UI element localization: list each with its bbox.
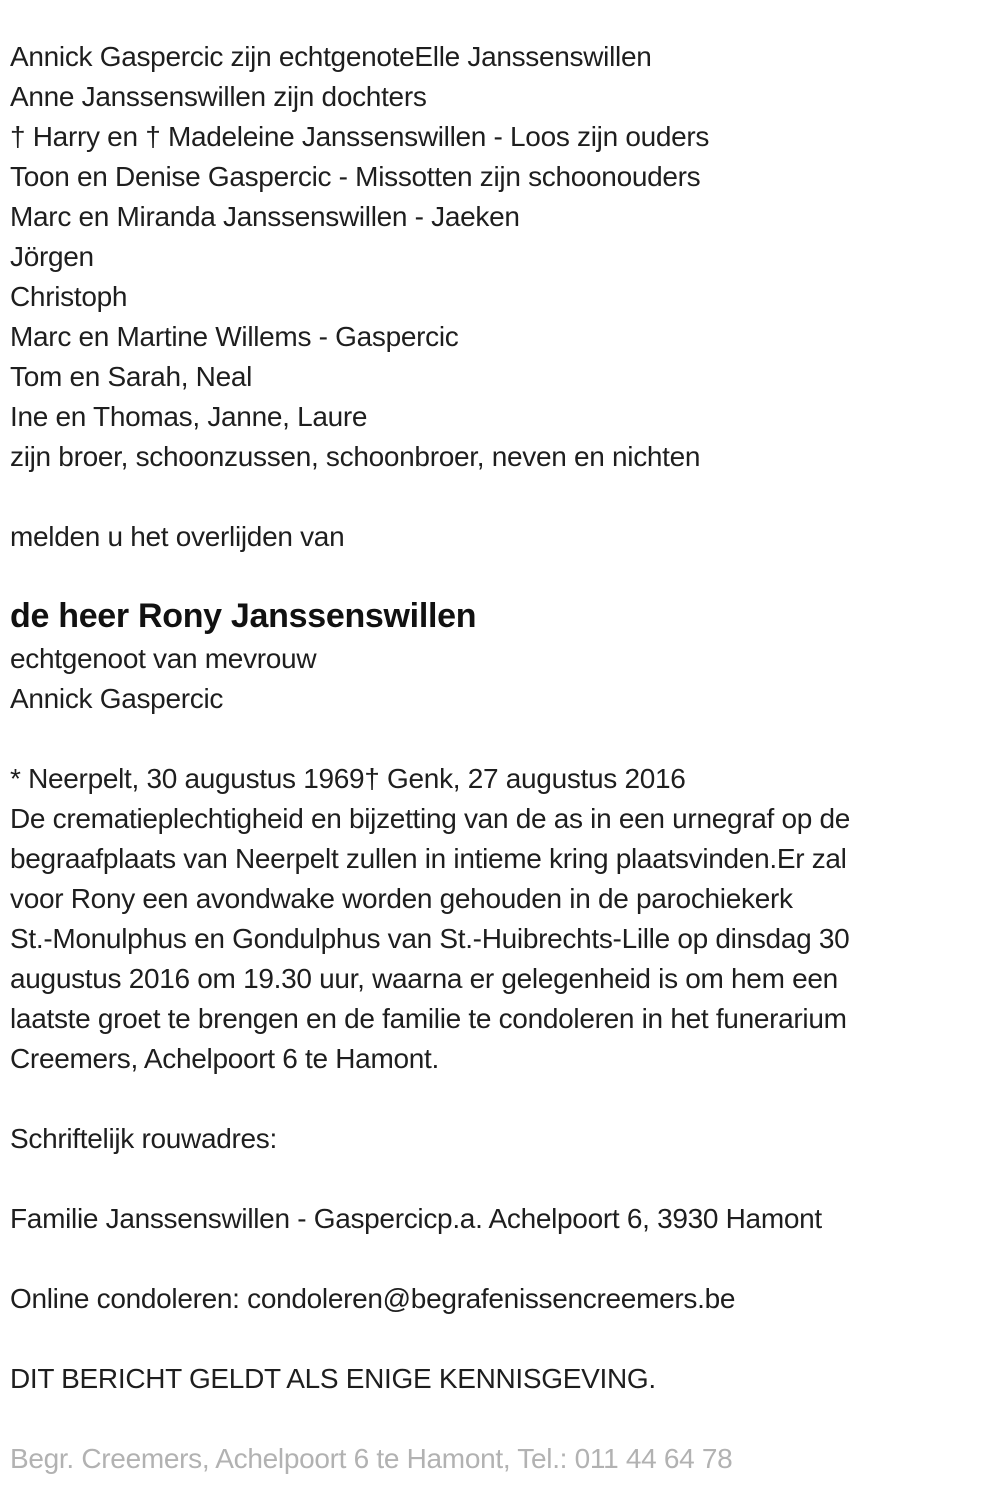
ceremony-line: augustus 2016 om 19.30 uur, waarna er gelegenheid is om hem een: [10, 963, 838, 994]
relatives-line: Ine en Thomas, Janne, Laure: [10, 401, 368, 432]
relatives-line: Marc en Martine Willems - Gaspercic: [10, 321, 459, 352]
relatives-line: Toon en Denise Gaspercic - Missotten zijn schoonouders: [10, 161, 701, 192]
relatives-line: † Harry en † Madeleine Janssenswillen - Loos zijn ouders: [10, 121, 710, 152]
correspondence-address: Familie Janssenswillen - Gaspercicp.a. Achelpoort 6, 3930 Hamont: [10, 1203, 822, 1234]
sole-notice-line: DIT BERICHT GELDT ALS ENIGE KENNISGEVING.: [10, 1363, 656, 1394]
online-condolence-line: Online condoleren: condoleren@begrafenissencreemers.be: [10, 1283, 736, 1314]
relatives-line: Marc en Miranda Janssenswillen - Jaeken: [10, 201, 520, 232]
ceremony-details: [10, 759, 990, 1079]
deceased-name-title: de heer Rony Janssenswillen: [10, 597, 477, 635]
ceremony-line: Creemers, Achelpoort 6 te Hamont.: [10, 1043, 439, 1074]
spouse-section: [10, 639, 990, 719]
life-dates-line: * Neerpelt, 30 augustus 1969† Genk, 27 augustus 2016: [10, 763, 686, 794]
relatives-line: Christoph: [10, 281, 128, 312]
ceremony-line: begraafplaats van Neerpelt zullen in intieme kring plaatsvinden.Er zal: [10, 843, 847, 874]
correspondence-label: Schriftelijk rouwadres:: [10, 1123, 277, 1154]
ceremony-line: voor Rony een avondwake worden gehouden in de parochiekerk: [10, 883, 793, 914]
funeral-home-credit: Begr. Creemers, Achelpoort 6 te Hamont, Tel.: 011 44 64 78: [10, 1443, 733, 1474]
ceremony-line: laatste groet te brengen en de familie te condoleren in het funerarium: [10, 1003, 847, 1034]
spouse-intro-line: echtgenoot van mevrouw: [10, 643, 317, 674]
ceremony-line: St.-Monulphus en Gondulphus van St.-Huibrechts-Lille op dinsdag 30: [10, 923, 850, 954]
relatives-line: Jörgen: [10, 241, 94, 272]
announcement-intro: melden u het overlijden van: [10, 521, 345, 552]
relatives-line: Tom en Sarah, Neal: [10, 361, 253, 392]
relatives-line: zijn broer, schoonzussen, schoonbroer, neven en nichten: [10, 441, 701, 472]
relatives-line: Annick Gaspercic zijn echtgenoteElle Janssenswillen: [10, 41, 652, 72]
relatives-line: Anne Janssenswillen zijn dochters: [10, 81, 427, 112]
relatives-list: [10, 37, 990, 477]
spouse-name-line: Annick Gaspercic: [10, 683, 224, 714]
ceremony-line: De crematieplechtigheid en bijzetting van de as in een urnegraf op de: [10, 803, 851, 834]
